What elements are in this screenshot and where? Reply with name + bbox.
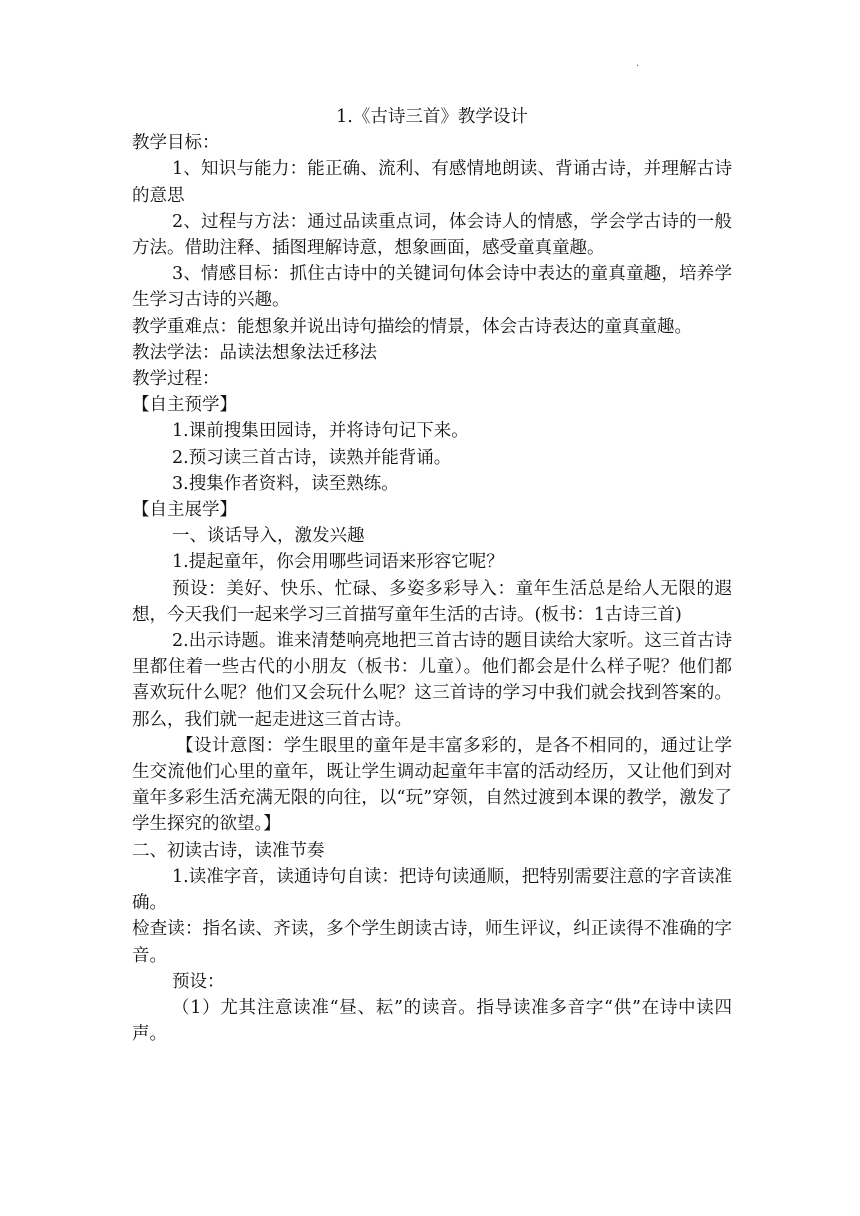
section-heading-preview: 【自主预学】 [132, 395, 237, 416]
paragraph-methods: 教法学法：品读法想象法迁移法 [132, 342, 377, 363]
paragraph-preset-label: 预设： [172, 971, 225, 992]
paragraph-objective-2: 2、过程与方法：通过品读重点词，体会诗人的情感，学会学古诗的一般方法。借助注释、插图理解诗意，想象画面，感受童真童趣。 [132, 211, 732, 259]
paragraph-preview-2: 2.预习读三首古诗，读熟并能背诵。 [172, 447, 452, 468]
paragraph-preview-3: 3.搜集作者资料，读至熟练。 [172, 473, 399, 494]
document-body [132, 104, 732, 1047]
paragraph-show-titles: 2.出示诗题。谁来清楚响亮地把三首古诗的题目读给大家听。这三首古诗里都住着一些古代的小朋友（板书：儿童）。他们都会是什么样子呢？他们都喜欢玩什么呢？他们又会玩什么呢？这三首诗的学习中我们就会找到答案的。那么，我们就一起走进这三首古诗。 [132, 631, 732, 730]
paragraph-key-points: 教学重难点：能想象并说出诗句描绘的情景，体会古诗表达的童真童趣。 [132, 316, 692, 337]
paragraph-preview-1: 1.课前搜集田园诗，并将诗句记下来。 [172, 421, 469, 442]
corner-mark: . [636, 58, 640, 69]
paragraph-step-1-heading: 一、谈话导入，激发兴趣 [172, 526, 365, 547]
paragraph-objective-1: 1、知识与能力：能正确、流利、有感情地朗读、背诵古诗，并理解古诗的意思 [132, 159, 732, 206]
paragraph-question-childhood: 1.提起童年，你会用哪些词语来形容它呢？ [172, 552, 504, 573]
paragraph-design-intent: 【设计意图：学生眼里的童年是丰富多彩的，是各不相同的，通过让学生交流他们心里的童年，既让学生调动起童年丰富的活动经历，又让他们到对童年多彩生活充满无限的向往，以“玩”穿领，自然过渡到本课的教学，激发了学生探究的欲望。】 [132, 735, 732, 835]
paragraph-preset-intro: 预设：美好、快乐、忙碌、多姿多彩导入：童年生活总是给人无限的遐想，今天我们一起来学习三首描写童年生活的古诗。(板书：1古诗三首) [132, 578, 732, 625]
paragraph-check-reading: 检查读：指名读、齐读，多个学生朗读古诗，师生评议，纠正读得不准确的字音。 [132, 919, 732, 966]
section-heading-showcase: 【自主展学】 [132, 500, 237, 521]
paragraph-process-heading: 教学过程： [132, 369, 220, 390]
document-title: 1.《古诗三首》教学设计 [336, 107, 528, 127]
paragraph-objectives-heading: 教学目标： [132, 133, 220, 154]
paragraph-objective-3: 3、情感目标：抓住古诗中的关键词句体会诗中表达的童真童趣，培养学生学习古诗的兴趣。 [132, 264, 732, 311]
paragraph-step-2-heading: 二、初读古诗，读准节奏 [132, 840, 325, 861]
paragraph-read-pronunciation: 1.读准字音，读通诗句自读：把诗句读通顺，把特别需要注意的字音读准确。 [132, 866, 732, 914]
paragraph-note-1: （1）尤其注意读准“昼、耘”的读音。指导读准多音字“供”在诗中读四声。 [132, 997, 732, 1045]
